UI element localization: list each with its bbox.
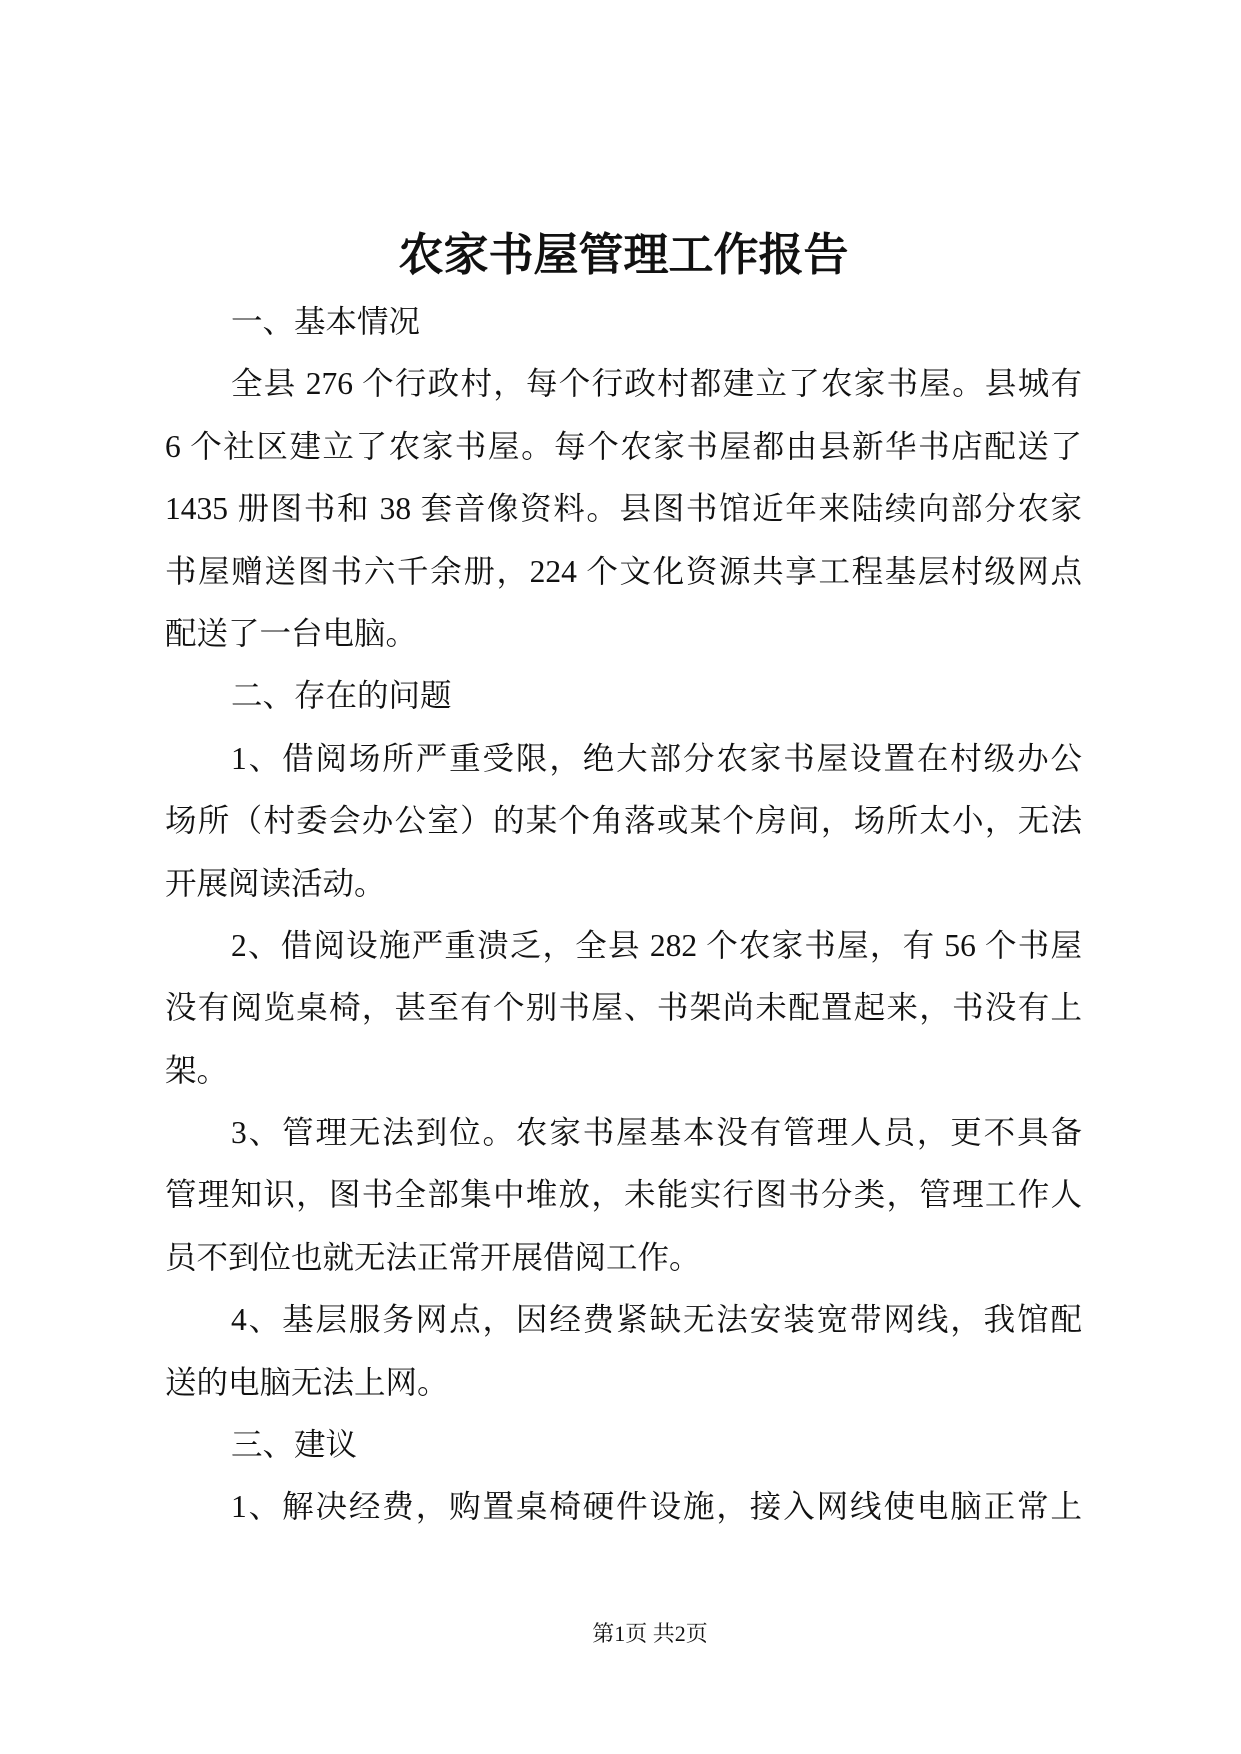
text-line: 管理知识，图书全部集中堆放，未能实行图书分类，管理工作人 bbox=[165, 1177, 1082, 1213]
text-line: 员不到位也就无法正常开展借阅工作。 bbox=[165, 1239, 701, 1275]
paragraph-problem-4 bbox=[165, 1289, 1082, 1414]
section-heading-suggestions bbox=[165, 1414, 1082, 1476]
paragraph-problem-3 bbox=[165, 1102, 1082, 1289]
text-line: 二、存在的问题 bbox=[231, 678, 452, 714]
text-line: 1435 册图书和 38 套音像资料。县图书馆近年来陆续向部分农家 bbox=[165, 491, 1082, 527]
text-line: 全县 276 个行政村，每个行政村都建立了农家书屋。县城有 bbox=[231, 366, 1082, 402]
text-line: 6 个社区建立了农家书屋。每个农家书屋都由县新华书店配送了 bbox=[165, 428, 1082, 464]
text-line: 一、基本情况 bbox=[231, 304, 421, 339]
text-line: 三、建议 bbox=[231, 1427, 358, 1463]
text-line: 没有阅览桌椅，甚至有个别书屋、书架尚未配置起来，书没有上 bbox=[165, 990, 1082, 1026]
document-title: 农家书屋管理工作报告 bbox=[398, 230, 849, 280]
page-footer: 第1页 共2页 bbox=[592, 1621, 708, 1646]
paragraph-basic-situation bbox=[165, 353, 1082, 665]
text-line: 1、借阅场所严重受限，绝大部分农家书屋设置在村级办公 bbox=[231, 740, 1082, 776]
paragraph-suggestion-1 bbox=[165, 1476, 1082, 1538]
text-line: 4、基层服务网点，因经费紧缺无法安装宽带网线，我馆配 bbox=[231, 1302, 1082, 1338]
paragraph-problem-2 bbox=[165, 915, 1082, 1102]
text-line: 开展阅读活动。 bbox=[165, 865, 386, 901]
text-line: 3、管理无法到位。农家书屋基本没有管理人员，更不具备 bbox=[231, 1115, 1082, 1151]
document-body bbox=[165, 291, 1082, 1539]
text-line: 1、解决经费，购置桌椅硬件设施，接入网线使电脑正常上 bbox=[231, 1489, 1082, 1525]
paragraph-problem-1 bbox=[165, 728, 1082, 915]
text-line: 配送了一台电脑。 bbox=[165, 615, 418, 651]
text-line: 送的电脑无法上网。 bbox=[165, 1364, 449, 1400]
section-heading-basic-situation bbox=[165, 291, 1082, 353]
section-heading-problems bbox=[165, 665, 1082, 727]
text-line: 2、借阅设施严重溃乏，全县 282 个农家书屋，有 56 个书屋 bbox=[231, 927, 1082, 963]
text-line: 书屋赠送图书六千余册，224 个文化资源共享工程基层村级网点 bbox=[165, 553, 1082, 589]
text-line: 架。 bbox=[165, 1052, 229, 1088]
text-line: 场所（村委会办公室）的某个角落或某个房间，场所太小，无法 bbox=[165, 803, 1082, 839]
